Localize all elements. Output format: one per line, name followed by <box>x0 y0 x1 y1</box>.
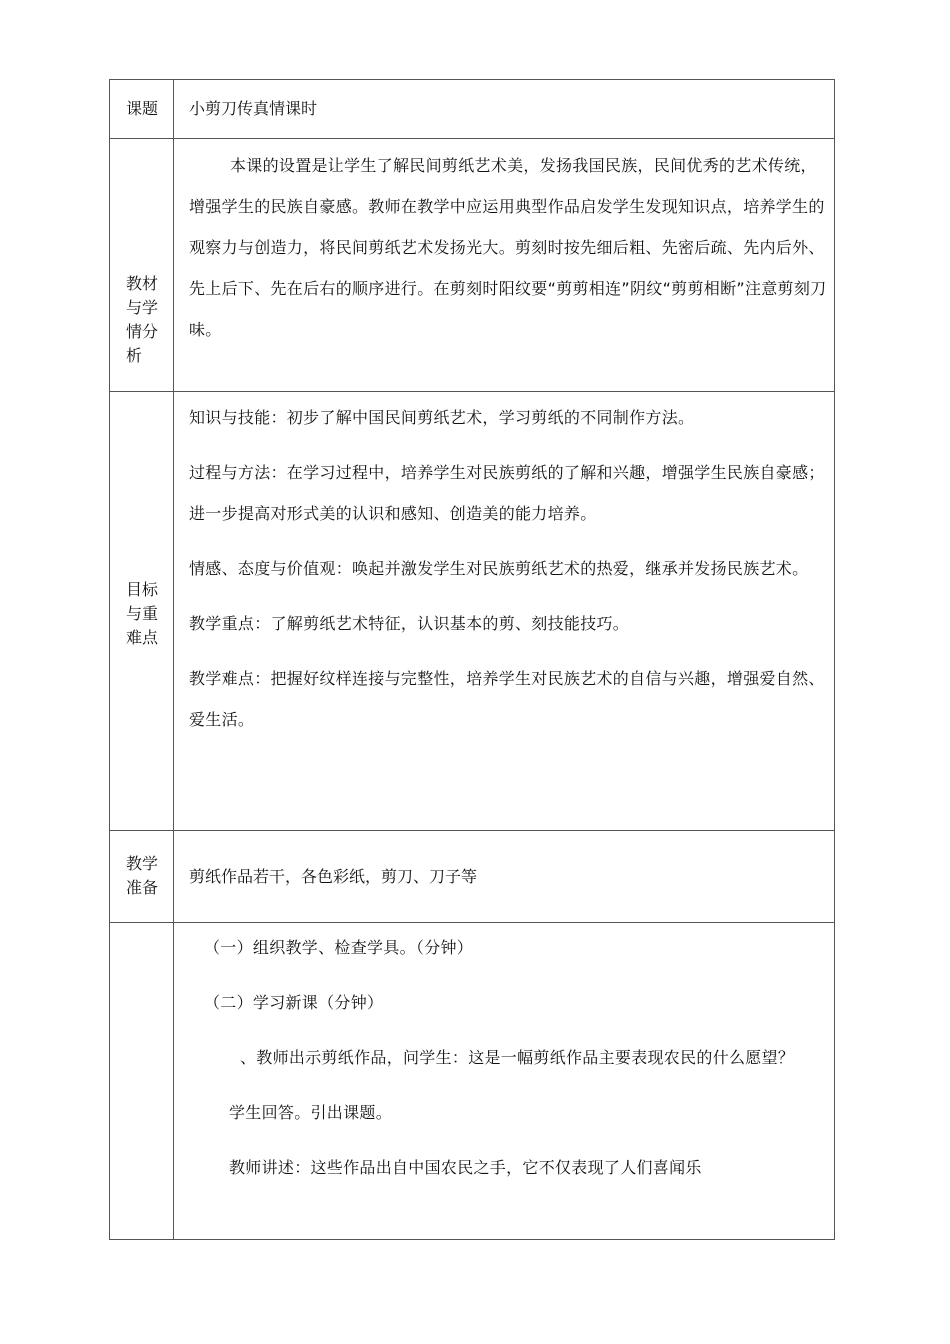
process-step: 学生回答。引出课题。 <box>229 1103 393 1122</box>
process-step: 、教师出示剪纸作品，问学生：这是一幅剪纸作品主要表现农民的什么愿望？ <box>240 1048 795 1067</box>
goal-knowledge: 知识与技能：初步了解中国民间剪纸艺术，学习剪纸的不同制作方法。 <box>189 408 695 427</box>
process-step: 教师讲述：这些作品出自中国农民之手，它不仅表现了人们喜闻乐 <box>229 1158 702 1177</box>
process-step: （二）学习新课（分钟） <box>204 993 384 1012</box>
label-goals: 目标与重难点 <box>126 580 159 647</box>
content-cell-prep <box>174 831 835 923</box>
label-cell-process <box>110 923 174 1240</box>
row-analysis <box>110 139 835 392</box>
goal-process: 过程与方法：在学习过程中，培养学生对民族剪纸的了解和兴趣，增强学生民族自豪感；进一步提高对形式美的认识和感知、创造美的能力培养。 <box>189 463 825 523</box>
analysis-paragraph: 本课的设置是让学生了解民间剪纸艺术美，发扬我国民族，民间优秀的艺术传统，增强学生的民族自豪感。教师在教学中应运用典型作品启发学生发现知识点，培养学生的观察力与创造力，将民间剪纸艺术发扬光大。剪刻时按先细后粗、先密后疏、先内后外、先上后下、先在后右的顺序进行。在剪刻时阳纹要“剪剪相连”阴纹“剪剪相断”注意剪刻刀味。 <box>189 156 827 339</box>
label-analysis: 教材与学情分析 <box>126 274 159 365</box>
label-cell-prep <box>110 831 174 923</box>
lesson-plan-table <box>109 79 835 1240</box>
row-title <box>110 80 835 139</box>
goal-difficulty: 教学难点：把握好纹样连接与完整性，培养学生对民族艺术的自信与兴趣，增强爱自然、爱生活。 <box>189 669 825 729</box>
label-cell-analysis <box>110 139 174 392</box>
row-process <box>110 923 835 1240</box>
content-cell-title <box>174 80 835 139</box>
row-prep <box>110 831 835 923</box>
row-goals <box>110 392 835 831</box>
label-title: 课题 <box>126 99 159 118</box>
content-cell-goals <box>174 392 835 831</box>
goal-key-point: 教学重点：了解剪纸艺术特征，认识基本的剪、刻技能技巧。 <box>189 614 630 633</box>
label-cell-title <box>110 80 174 139</box>
content-cell-analysis <box>174 139 835 392</box>
content-cell-process <box>174 923 835 1240</box>
prep-materials: 剪纸作品若干，各色彩纸，剪刀、刀子等 <box>189 867 478 886</box>
label-prep: 教学准备 <box>126 854 159 897</box>
lesson-title: 小剪刀传真情课时 <box>189 99 318 118</box>
process-step: （一）组织教学、检查学具。（分钟） <box>204 938 474 957</box>
goal-emotion: 情感、态度与价值观：唤起并激发学生对民族剪纸艺术的热爱，继承并发扬民族艺术。 <box>189 559 809 578</box>
label-cell-goals <box>110 392 174 831</box>
